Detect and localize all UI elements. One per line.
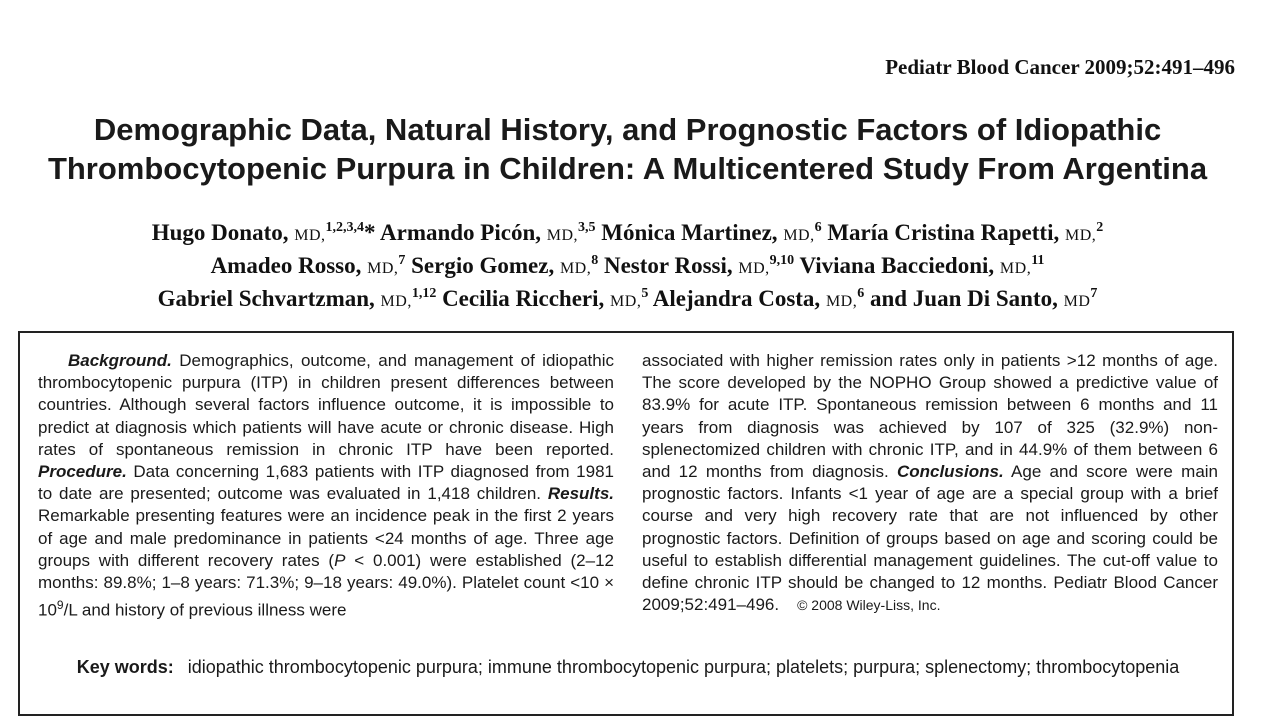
- results-heading: Results.: [547, 484, 614, 504]
- author-line-1: [0, 218, 1255, 251]
- author-name: Cecilia Riccheri,: [442, 286, 605, 311]
- author-affiliation: 1,2,3,4: [325, 220, 365, 235]
- author: [380, 220, 596, 245]
- author-affiliation: 3,5: [578, 220, 596, 235]
- abstract-left-column: [38, 350, 614, 622]
- author-name: Armando Picón,: [380, 220, 541, 245]
- abstract-box: [18, 331, 1234, 716]
- author-degree: MD: [1063, 293, 1091, 310]
- author-affiliation: 2: [1096, 220, 1104, 235]
- author-degree: MD,: [294, 227, 326, 244]
- author-name: Gabriel Schvartzman,: [157, 286, 375, 311]
- author-degree: MD,: [380, 293, 412, 310]
- author-line-3: [0, 284, 1255, 317]
- author: [152, 220, 376, 245]
- author-corresponding-mark: *: [364, 220, 376, 245]
- title-line-2: Thrombocytopenic Purpura in Children: A Multicentered Study From Argentina: [47, 151, 1208, 186]
- author-degree: MD,: [783, 227, 815, 244]
- author-list: [0, 218, 1255, 317]
- background-text: Demographics, outcome, and management of idiopathic thrombocytopenic purpura (ITP) in children present differences between countries. Although several factors influence outcome, it is impossible to predict at diagnosis which patients will have acute or chronic disease. High rates of spontaneous remission in chronic ITP have been reported.: [38, 351, 614, 459]
- author: [870, 286, 1097, 311]
- author-name: and Juan Di Santo,: [869, 286, 1058, 311]
- author: [211, 253, 406, 278]
- author-affiliation: 9,10: [769, 253, 795, 268]
- author-degree: MD,: [1064, 227, 1097, 244]
- results-exponent: 9: [56, 598, 64, 613]
- author-degree: MD,: [610, 293, 642, 310]
- results-text: Remarkable presenting features were an incidence peak in the first 2 years of age and male predominance in patients <24 months of age. Three age groups with different recovery rates (: [38, 506, 614, 570]
- author-degree: MD,: [546, 227, 579, 244]
- results-continued-text: associated with higher remission rates only in patients >12 months of age. The score developed by the NOPHO Group showed a predictive value of 83.9% for acute ITP. Spontaneous remission between 6 months and 11 years from diagnosis was achieved by 107 of 325 (32.9%) non-splenectomized children with chronic ITP, and in 44.9% of them between 6 and 12 months from diagnosis.: [642, 351, 1218, 482]
- author-degree: MD,: [825, 293, 858, 310]
- keywords-text: idiopathic thrombocytopenic purpura; immune thrombocytopenic purpura; platelets; purpura; splenectomy; thrombocytopenia: [187, 657, 1180, 677]
- author-name: Mónica Martinez,: [601, 220, 778, 245]
- author-affiliation: 7: [398, 253, 406, 268]
- conclusions-heading: Conclusions.: [896, 462, 1004, 482]
- author: [604, 253, 794, 278]
- keywords: [60, 655, 1196, 680]
- author-degree: MD,: [999, 260, 1032, 277]
- article-title: [0, 110, 1255, 188]
- author: [799, 253, 1044, 278]
- journal-reference: Pediatr Blood Cancer 2009;52:491–496: [885, 55, 1235, 79]
- results-text: /L and history of previous illness were: [63, 600, 347, 620]
- keywords-label: Key words:: [76, 657, 174, 677]
- author: [827, 220, 1103, 245]
- author-name: Alejandra Costa,: [652, 286, 821, 311]
- abstract-right-column: [642, 350, 1218, 616]
- title-line-1: Demographic Data, Natural History, and Prognostic Factors of Idiopathic: [93, 112, 1162, 147]
- author-line-2: [0, 251, 1255, 284]
- author-affiliation: 6: [857, 286, 865, 301]
- author-name: María Cristina Rapetti,: [827, 220, 1060, 245]
- background-heading: Background.: [68, 351, 172, 370]
- author-affiliation: 1,12: [411, 286, 437, 301]
- author: [653, 286, 864, 311]
- author: [601, 220, 821, 245]
- procedure-heading: Procedure.: [38, 462, 127, 482]
- author-affiliation: 8: [591, 253, 599, 268]
- copyright-notice: © 2008 Wiley-Liss, Inc.: [797, 597, 941, 614]
- author: [158, 286, 437, 311]
- author-name: Sergio Gomez,: [411, 253, 555, 278]
- author: [442, 286, 648, 311]
- author-degree: MD,: [559, 260, 592, 277]
- author-affiliation: 6: [814, 220, 822, 235]
- author-affiliation: 5: [641, 286, 649, 301]
- author: [411, 253, 598, 278]
- author-degree: MD,: [367, 260, 399, 277]
- author-name: Hugo Donato,: [151, 220, 289, 245]
- results-p-symbol: P: [334, 550, 346, 570]
- author-name: Nestor Rossi,: [603, 253, 733, 278]
- results-text: < 0.001) were established (2–12 months: 89.8%; 1–8 years: 71.3%; 9–18 years: 49.0%). Platelet count <10 × 10: [38, 550, 614, 620]
- author-affiliation: 11: [1031, 253, 1045, 268]
- conclusions-text: Age and score were main prognostic factors. Infants <1 year of age are a special group with a brief course and very high recovery rate that are not influenced by other prognostic factors. Definition of groups based on age and scoring could be useful to establish differential management guidelines. The cut-off value to define chronic ITP should be changed to 12 months. Pediatr Blood Cancer 2009;52:491–496.: [642, 462, 1218, 615]
- author-affiliation: 7: [1090, 286, 1098, 301]
- author-name: Viviana Bacciedoni,: [799, 253, 995, 278]
- author-name: Amadeo Rosso,: [210, 253, 362, 278]
- author-degree: MD,: [738, 260, 770, 277]
- procedure-text: Data concerning 1,683 patients with ITP diagnosed from 1981 to date are presented; outcome was evaluated in 1,418 children.: [38, 462, 614, 504]
